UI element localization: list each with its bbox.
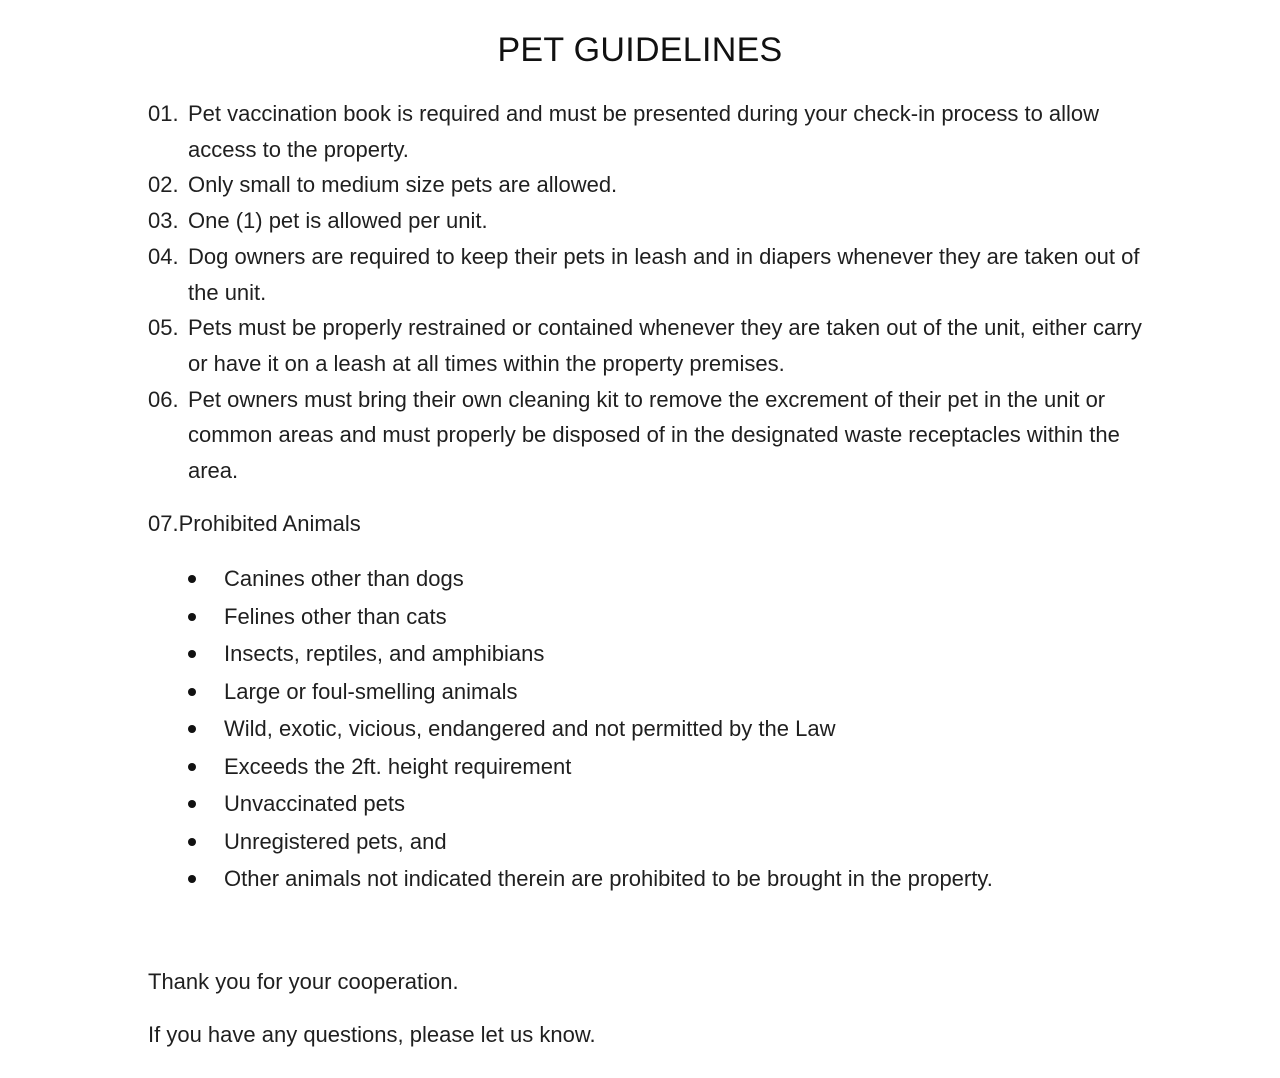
bullet-icon: [188, 575, 196, 583]
list-item: [186, 635, 993, 673]
list-item: [186, 860, 993, 898]
list-item-text: Felines other than cats: [224, 603, 447, 629]
rule-text: Dog owners are required to keep their pets in leash and in diapers whenever they are taken out of the unit.: [188, 243, 1140, 305]
closing-thanks: Thank you for your cooperation.: [148, 969, 459, 994]
rule-number: 05.: [148, 315, 179, 341]
rule-item: [148, 310, 1148, 381]
rule-number: 06.: [148, 386, 179, 412]
list-item-text: Exceeds the 2ft. height requirement: [224, 753, 572, 779]
rule-text: Pet owners must bring their own cleaning kit to remove the excrement of their pet in the unit or common areas and must properly be disposed of in the designated waste receptacles within the area.: [188, 386, 1120, 484]
list-item-text: Wild, exotic, vicious, endangered and not permitted by the Law: [224, 716, 836, 741]
rule-item: [148, 239, 1148, 310]
rule-number: 02.: [148, 172, 179, 198]
rule-item: [148, 203, 1148, 239]
list-item-text: Unregistered pets, and: [224, 828, 447, 854]
bullet-icon: [188, 725, 196, 733]
rule-number: 01.: [148, 101, 179, 126]
rule-number: 03.: [148, 208, 179, 234]
bullet-icon: [188, 800, 196, 808]
rule-item: [148, 96, 1148, 167]
list-item: [186, 598, 993, 636]
list-item: [186, 785, 993, 823]
list-item: [186, 560, 993, 598]
list-item-text: Unvaccinated pets: [224, 791, 405, 816]
list-item: [186, 710, 993, 748]
prohibited-animals-list: [186, 560, 993, 898]
list-item-text: Canines other than dogs: [224, 566, 464, 591]
list-item-text: Insects, reptiles, and amphibians: [224, 641, 545, 666]
rule-text: Only small to medium size pets are allowed.: [188, 172, 618, 198]
rule-text: One (1) pet is allowed per unit.: [188, 208, 488, 234]
bullet-icon: [188, 875, 196, 883]
list-item-text: Other animals not indicated therein are prohibited to be brought in the property.: [224, 866, 993, 891]
page-title: PET GUIDELINES: [497, 31, 783, 69]
list-item: [186, 748, 993, 786]
bullet-icon: [188, 688, 196, 696]
bullet-icon: [188, 650, 196, 658]
rule-item: [148, 382, 1148, 489]
rule-number: 04.: [148, 243, 179, 269]
rule-item: [148, 167, 1148, 203]
rules-list: [148, 96, 1148, 489]
closing-questions: If you have any questions, please let us know.: [148, 1022, 596, 1047]
rule-text: Pets must be properly restrained or contained whenever they are taken out of the unit, either carry or have it on a leash at all times within the property premises.: [188, 315, 1142, 376]
list-item: [186, 823, 993, 861]
bullet-icon: [188, 838, 196, 846]
bullet-icon: [188, 613, 196, 621]
prohibited-heading: 07.Prohibited Animals: [148, 511, 361, 536]
list-item-text: Large or foul-smelling animals: [224, 678, 518, 704]
rule-text: Pet vaccination book is required and must be presented during your check-in process to allow access to the property.: [188, 101, 1100, 162]
bullet-icon: [188, 763, 196, 771]
list-item: [186, 673, 993, 711]
